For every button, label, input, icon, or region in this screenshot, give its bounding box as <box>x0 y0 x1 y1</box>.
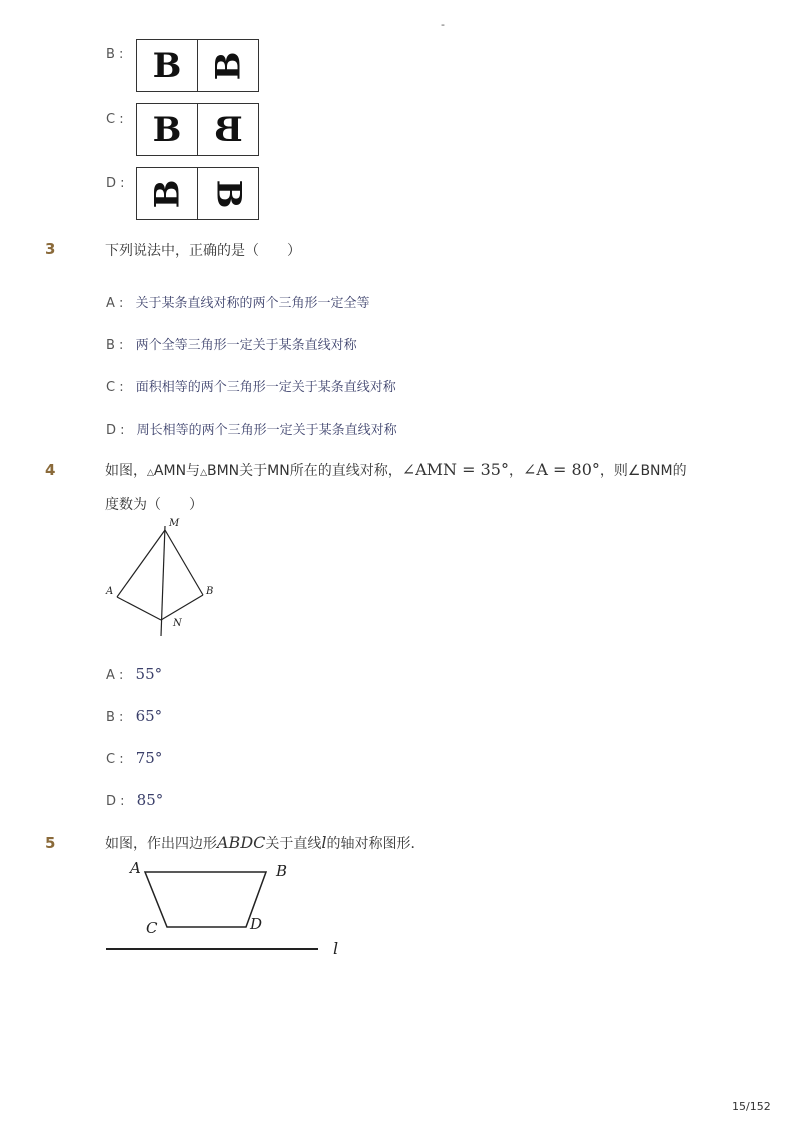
glyph-upright: B <box>152 45 182 86</box>
glyph-rotated-cw: B <box>197 168 258 219</box>
header-mark: - <box>441 18 445 31</box>
stem-text: 如图， <box>105 463 147 479</box>
label-b: B <box>206 586 214 597</box>
q2-option-c-image[interactable] <box>136 103 259 156</box>
label-b: B <box>276 862 288 880</box>
option-letter: B : <box>106 338 124 353</box>
q2-option-d-image[interactable] <box>136 167 259 220</box>
option-text: 面积相等的两个三角形一定关于某条直线对称 <box>135 380 396 395</box>
math-angle-a: ∠A = 80° <box>522 460 600 479</box>
option-letter: C : <box>106 380 124 395</box>
label-c: C <box>146 919 158 937</box>
q3-option-c[interactable] <box>106 376 396 395</box>
label-m: M <box>169 518 180 529</box>
option-text: 周长相等的两个三角形一定关于某条直线对称 <box>136 423 397 438</box>
q4-option-d[interactable] <box>106 791 163 809</box>
label-a: A <box>130 859 141 877</box>
option-letter: D : <box>106 794 125 809</box>
option-text: 两个全等三角形一定关于某条直线对称 <box>135 338 357 353</box>
option-value: 75° <box>135 749 163 767</box>
question-4-stem <box>105 460 687 480</box>
glyph-mirrored: B <box>197 104 258 155</box>
option-letter: C : <box>106 752 124 767</box>
math-angle-amn: ∠AMN = 35° <box>401 460 509 479</box>
option-letter: B : <box>106 710 124 725</box>
stem-text: BMN关于MN所在的直线对称， <box>206 463 402 479</box>
stem-text: ，则∠BNM的 <box>599 463 687 479</box>
q3-option-b[interactable] <box>106 334 357 353</box>
question-4-stem-line2: 度数为（ ） <box>105 497 203 513</box>
segment-an <box>117 597 161 620</box>
q4-kite-figure <box>100 512 230 642</box>
q4-option-c[interactable] <box>106 749 162 767</box>
triangle-symbol: △ <box>200 468 207 478</box>
page-number: 15/152 <box>732 1100 771 1113</box>
option-text: 关于某条直线对称的两个三角形一定全等 <box>135 296 370 311</box>
quadrilateral-abdc <box>145 872 266 927</box>
q4-option-a[interactable] <box>106 665 162 683</box>
option-value: 65° <box>135 707 163 725</box>
segment-nb <box>161 595 203 620</box>
option-value: 85° <box>136 791 164 809</box>
question-4-number: 4 <box>45 461 56 479</box>
label-d: D <box>250 915 263 933</box>
stem-text: 如图，作出四边形 <box>105 836 217 852</box>
segment-ma <box>117 530 165 597</box>
option-value: 55° <box>135 665 163 683</box>
q3-option-a[interactable] <box>106 292 370 311</box>
triangle-symbol: △ <box>147 468 154 478</box>
math-line-l: l <box>321 833 327 852</box>
stem-text: ， <box>508 463 523 479</box>
option-letter: A : <box>106 296 124 311</box>
question-5-stem <box>105 833 425 853</box>
glyph-rotated-ccw: B <box>147 179 187 208</box>
stem-text: 关于直线 <box>265 836 322 852</box>
q5-quadrilateral-figure <box>100 855 360 965</box>
question-5-number: 5 <box>45 834 56 852</box>
question-3-stem: 下列说法中，正确的是（ ） <box>105 243 301 259</box>
glyph-rotated-ccw: B <box>197 40 258 91</box>
math-quadrilateral: ABDC <box>217 833 266 852</box>
label-l: l <box>333 939 339 958</box>
option-letter: A : <box>106 668 124 683</box>
q2-option-b-letter[interactable]: B : <box>106 47 124 62</box>
label-a: A <box>106 586 114 597</box>
segment-bm <box>165 530 203 595</box>
q2-option-d-letter[interactable]: D : <box>106 176 125 191</box>
q3-option-d[interactable] <box>106 419 397 438</box>
glyph-upright: B <box>152 109 182 150</box>
option-letter: D : <box>106 423 125 438</box>
q4-option-b[interactable] <box>106 707 162 725</box>
stem-text: AMN与 <box>153 463 201 479</box>
q2-option-b-image[interactable] <box>136 39 259 92</box>
stem-text: 的轴对称图形． <box>326 836 425 852</box>
q2-option-c-letter[interactable]: C : <box>106 112 124 127</box>
label-n: N <box>173 618 182 629</box>
question-3-number: 3 <box>45 240 56 258</box>
